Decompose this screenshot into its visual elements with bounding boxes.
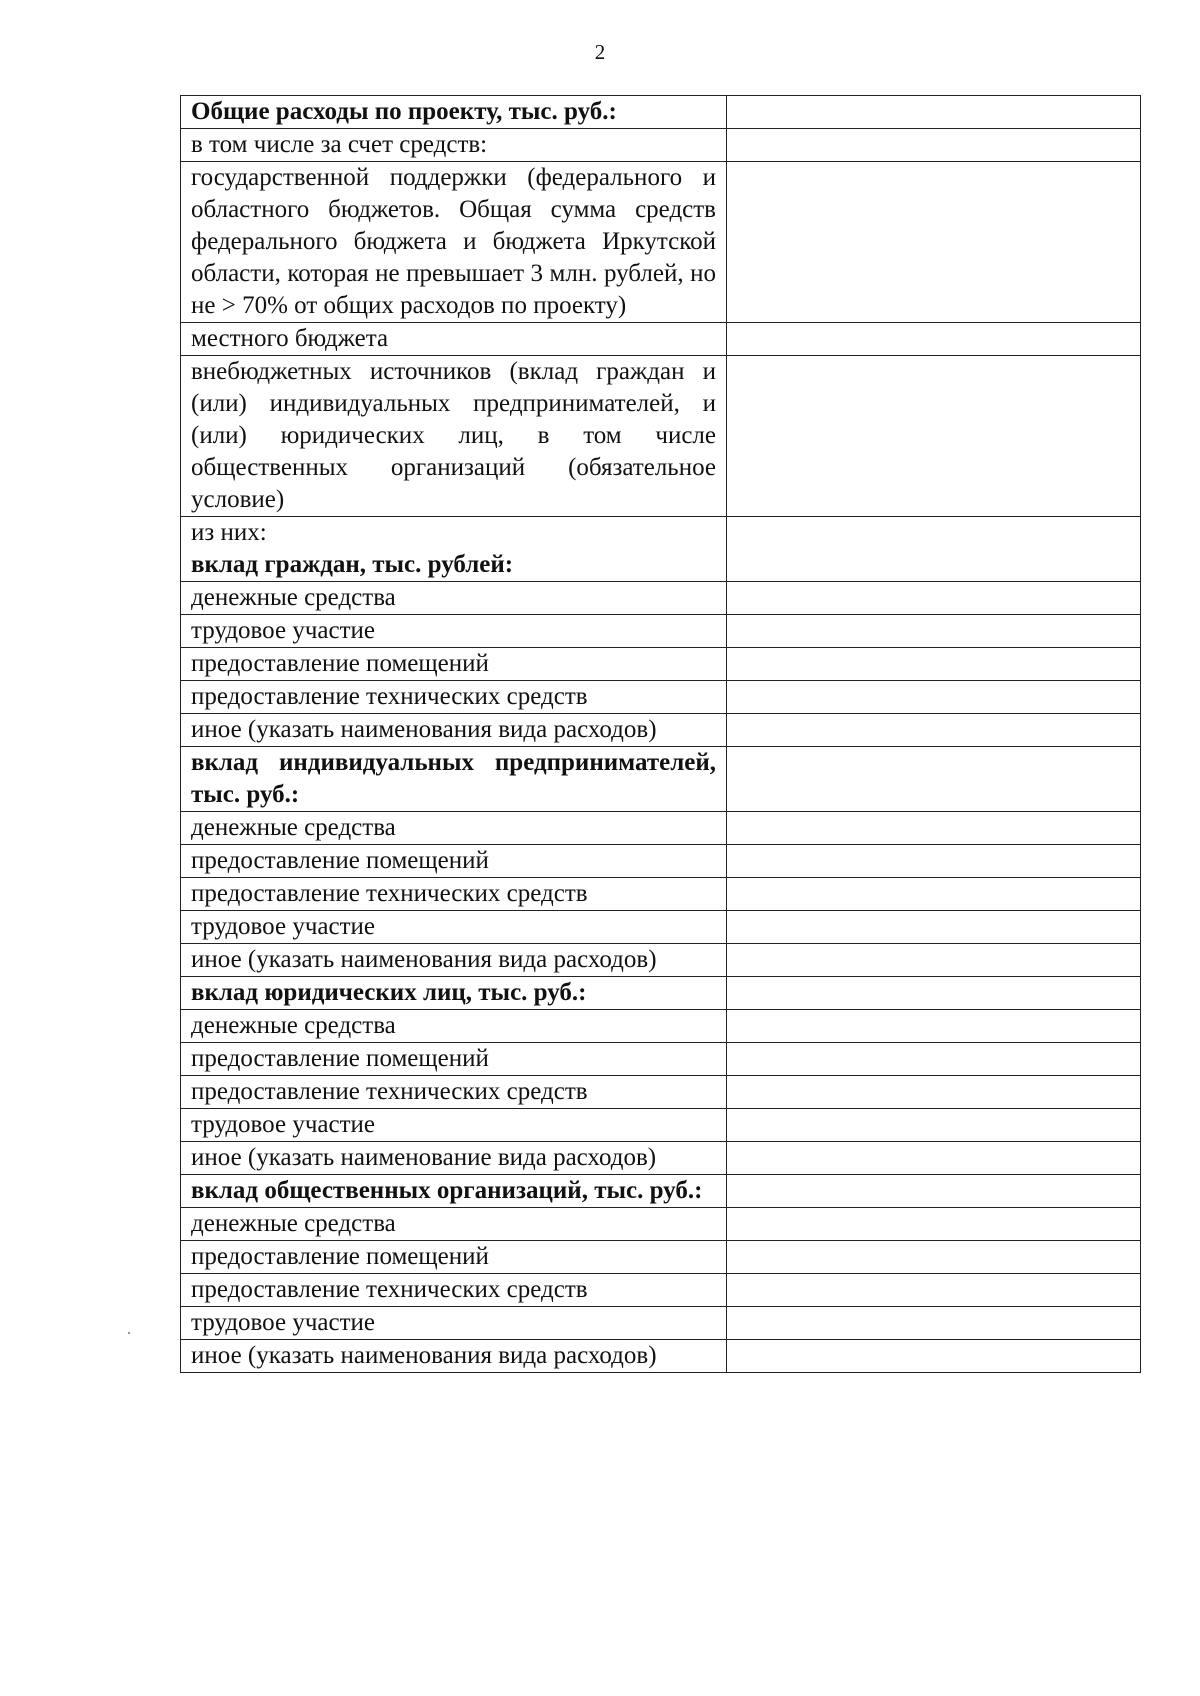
row-label-cell — [181, 878, 727, 911]
table-row — [181, 878, 1141, 911]
amount-cell[interactable] — [727, 1307, 1141, 1340]
row-label-text: трудовое участие — [191, 1111, 375, 1138]
row-label-text: вклад граждан, тыс. рублей: — [191, 551, 514, 578]
amount-cell[interactable] — [727, 1241, 1141, 1274]
row-label-cell — [181, 714, 727, 747]
amount-cell[interactable] — [727, 1043, 1141, 1076]
table-row — [181, 615, 1141, 648]
table-row — [181, 911, 1141, 944]
row-label-text: предоставление технических средств — [191, 880, 588, 907]
amount-cell[interactable] — [727, 1208, 1141, 1241]
row-label-cell — [181, 1175, 727, 1208]
amount-cell[interactable] — [727, 1274, 1141, 1307]
row-label-text: предоставление помещений — [191, 650, 489, 677]
table-row — [181, 323, 1141, 356]
table-row — [181, 162, 1141, 323]
row-label-cell — [181, 1307, 727, 1340]
row-label-cell — [181, 162, 727, 323]
row-label-text: иное (указать наименования вида расходов) — [191, 1342, 657, 1369]
amount-cell[interactable] — [727, 845, 1141, 878]
amount-cell[interactable] — [727, 648, 1141, 681]
amount-cell[interactable] — [727, 944, 1141, 977]
table-row — [181, 714, 1141, 747]
amount-cell[interactable] — [727, 129, 1141, 162]
row-label-cell — [181, 911, 727, 944]
row-label-text: иное (указать наименования вида расходов) — [191, 716, 657, 743]
table-row — [181, 129, 1141, 162]
row-label-cell — [181, 1208, 727, 1241]
row-label-cell — [181, 1274, 727, 1307]
row-label-cell — [181, 1142, 727, 1175]
row-label-text: вклад общественных организаций, тыс. руб.: — [191, 1177, 703, 1204]
row-label-cell — [181, 615, 727, 648]
amount-cell[interactable] — [727, 747, 1141, 812]
row-label-text: предоставление помещений — [191, 847, 489, 874]
row-label-cell — [181, 681, 727, 714]
row-label-cell — [181, 96, 727, 129]
amount-cell[interactable] — [727, 681, 1141, 714]
amount-cell[interactable] — [727, 714, 1141, 747]
table-row — [181, 944, 1141, 977]
row-label-cell — [181, 356, 727, 517]
table-row — [181, 1340, 1141, 1373]
table-row — [181, 1043, 1141, 1076]
row-label-text: трудовое участие — [191, 1309, 375, 1336]
amount-cell[interactable] — [727, 1109, 1141, 1142]
row-label-cell — [181, 517, 727, 582]
row-label-text: иное (указать наименование вида расходов) — [191, 1144, 657, 1171]
table-row — [181, 648, 1141, 681]
row-label-text: в том числе за счет средств: — [191, 131, 488, 158]
row-label-cell — [181, 747, 727, 812]
scan-speck — [128, 1332, 130, 1334]
table-row — [181, 681, 1141, 714]
page-number: 2 — [594, 40, 606, 64]
row-label-cell — [181, 1109, 727, 1142]
table-row — [181, 1076, 1141, 1109]
amount-cell[interactable] — [727, 1076, 1141, 1109]
row-label-text: трудовое участие — [191, 617, 375, 644]
row-label-text: денежные средства — [191, 814, 396, 841]
table-row — [181, 517, 1141, 582]
row-label-text: вклад юридических лиц, тыс. руб.: — [191, 979, 587, 1006]
amount-cell[interactable] — [727, 1010, 1141, 1043]
row-label-cell — [181, 1340, 727, 1373]
row-label-text: предоставление помещений — [191, 1045, 489, 1072]
row-label-text: из них: — [191, 519, 267, 546]
amount-cell[interactable] — [727, 812, 1141, 845]
table-row — [181, 1142, 1141, 1175]
table-row — [181, 1208, 1141, 1241]
row-label-cell — [181, 944, 727, 977]
table-row — [181, 1010, 1141, 1043]
amount-cell[interactable] — [727, 162, 1141, 323]
amount-cell[interactable] — [727, 911, 1141, 944]
table-row — [181, 1175, 1141, 1208]
table-row — [181, 1274, 1141, 1307]
project-budget-table — [180, 95, 1141, 1373]
amount-cell[interactable] — [727, 517, 1141, 582]
row-label-text: денежные средства — [191, 1012, 396, 1039]
row-label-cell — [181, 1241, 727, 1274]
row-label-cell — [181, 323, 727, 356]
table-row — [181, 747, 1141, 812]
row-label-cell — [181, 812, 727, 845]
amount-cell[interactable] — [727, 615, 1141, 648]
table-row — [181, 356, 1141, 517]
row-label-cell — [181, 582, 727, 615]
table-row — [181, 977, 1141, 1010]
table-row — [181, 1109, 1141, 1142]
table-row — [181, 1241, 1141, 1274]
row-label-text: вклад индивидуальных предпринимателей, тыс. руб.: — [191, 749, 716, 808]
table-row — [181, 582, 1141, 615]
amount-cell[interactable] — [727, 1142, 1141, 1175]
amount-cell[interactable] — [727, 1340, 1141, 1373]
table-row — [181, 845, 1141, 878]
row-label-text: предоставление технических средств — [191, 1276, 588, 1303]
budget-table-body — [181, 96, 1141, 1373]
row-label-text: трудовое участие — [191, 913, 375, 940]
row-label-text: денежные средства — [191, 1210, 396, 1237]
row-label-text: Общие расходы по проекту, тыс. руб.: — [191, 98, 617, 125]
row-label-cell — [181, 1043, 727, 1076]
row-label-text: внебюджетных источников (вклад граждан и (или) индивидуальных предпринимателей, и (или) юридических лиц, в том числе общественных организаций (обязательное условие) — [191, 358, 716, 513]
amount-cell[interactable] — [727, 1175, 1141, 1208]
row-label-text: предоставление технических средств — [191, 1078, 588, 1105]
amount-cell[interactable] — [727, 878, 1141, 911]
row-label-text: местного бюджета — [191, 325, 389, 352]
table-row — [181, 96, 1141, 129]
row-label-cell — [181, 1076, 727, 1109]
amount-cell[interactable] — [727, 977, 1141, 1010]
row-label-text: государственной поддержки (федерального и областного бюджетов. Общая сумма средств федерального бюджета и бюджета Иркутской области, которая не превышает 3 млн. рублей, но не > 70% от общих расходов по проекту) — [191, 164, 716, 319]
amount-cell[interactable] — [727, 582, 1141, 615]
amount-cell[interactable] — [727, 323, 1141, 356]
row-label-cell — [181, 129, 727, 162]
row-label-cell — [181, 977, 727, 1010]
row-label-cell — [181, 648, 727, 681]
row-label-text: предоставление технических средств — [191, 683, 588, 710]
row-label-cell — [181, 845, 727, 878]
row-label-text: денежные средства — [191, 584, 396, 611]
row-label-text: предоставление помещений — [191, 1243, 489, 1270]
table-row — [181, 1307, 1141, 1340]
amount-cell[interactable] — [727, 96, 1141, 129]
row-label-cell — [181, 1010, 727, 1043]
amount-cell[interactable] — [727, 356, 1141, 517]
row-label-text: иное (указать наименования вида расходов) — [191, 946, 657, 973]
table-row — [181, 812, 1141, 845]
